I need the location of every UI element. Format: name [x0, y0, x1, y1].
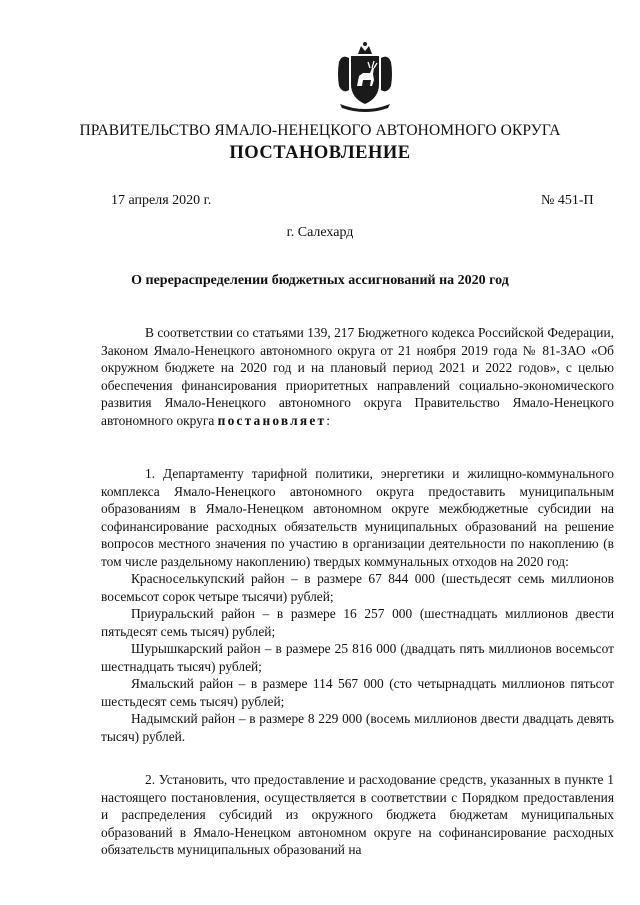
district-item: Красноселькупский район – в размере 67 844 000 (шестьдесят семь миллионов восемьсот сорок четыре тысячи) рублей;	[101, 571, 614, 604]
district-item: Ямальский район – в размере 114 567 000 (сто четырнадцать миллионов пятьсот шестьдесят семь тысяч) рублей;	[101, 676, 614, 709]
intro-text: В соответствии со статьями 139, 217 Бюджетного кодекса Российской Федерации, Законом Ямало-Ненецкого автономного округа от 21 ноября 2019 года № 81-ЗАО «Об окружном бюджете на 2020 год и на плановый период 2021 и 2022 годов», с целью обеспечения финансирования приоритетных направлений социально-экономического развития Ямало-Ненецкого автономного округа Правительство Ямало-Ненецкого автономного округа	[101, 325, 614, 428]
decree-word: постановляет	[217, 412, 327, 428]
document-number: № 451-П	[541, 193, 594, 208]
decree-suffix: :	[326, 412, 330, 428]
section-2-text: 2. Установить, что предоставление и расходование средств, указанных в пункте 1 настоящего постановления, осуществляется в соответствии с Порядком предоставления и распределения субсидий из окружного бюджета бюджетам муниципальных образований в Ямало-Ненецком автономном округе на софинансирование расходных обязательств муниципальных образований на	[101, 772, 614, 857]
issuing-organization: ПРАВИТЕЛЬСТВО ЯМАЛО-НЕНЕЦКОГО АВТОНОМНОГО ОКРУГА	[79, 122, 561, 139]
section-1	[101, 465, 614, 745]
section-2	[101, 771, 614, 859]
section-1-text: 1. Департаменту тарифной политики, энергетики и жилищно-коммунального комплекса Ямало-Ненецкого автономного округа предоставить муниципальным образованиям в Ямало-Ненецком автономном округе межбюджетные субсидии на софинансирование расходных обязательств муниципальных образований на решение вопросов местного значения по участию в организации деятельности по накоплению (в том числе раздельному накоплению) твердых коммунальных отходов на 2020 год:	[101, 466, 614, 569]
document-subject: О перераспределении бюджетных ассигнований на 2020 год	[131, 273, 509, 288]
intro-paragraph	[101, 324, 614, 429]
coat-of-arms-icon	[334, 40, 396, 116]
district-item: Шурышкарский район – в размере 25 816 000 (двадцать пять миллионов восемьсот шестнадцать тысяч) рублей;	[101, 641, 614, 674]
district-item: Надымский район – в размере 8 229 000 (восемь миллионов двести двадцать девять тысяч) рублей.	[101, 711, 614, 744]
document-date: 17 апреля 2020 г.	[111, 193, 212, 208]
document-type-title: ПОСТАНОВЛЕНИЕ	[229, 143, 411, 163]
district-item: Приуральский район – в размере 16 257 000 (шестнадцать миллионов двести пятьдесят семь тысяч) рублей;	[101, 606, 614, 639]
document-city: г. Салехард	[286, 225, 354, 240]
